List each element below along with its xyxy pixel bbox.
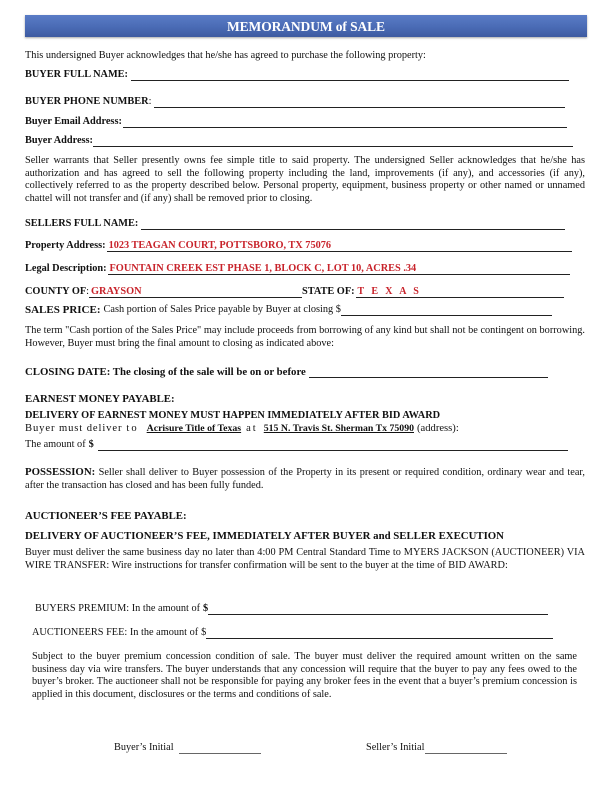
- county-field[interactable]: [89, 287, 302, 298]
- earnest-amount-label: The amount of: [25, 439, 86, 450]
- property-address-row: [25, 240, 572, 252]
- intro-text-content: This undersigned Buyer acknowledges that he/she has agreed to purchase the following property:: [25, 50, 426, 61]
- auctioneer-fee-subheading-text: DELIVERY OF AUCTIONEER’S FEE, IMMEDIATELY AFTER BUYER and SELLER EXECUTION: [25, 530, 504, 542]
- auctioneers-fee-label: AUCTIONEERS FEE: In the amount of: [32, 627, 199, 638]
- buyer-address-row: [25, 135, 573, 147]
- county-colon: :: [86, 286, 89, 297]
- buyers-premium-dollar: $: [203, 603, 209, 614]
- auctioneer-fee-paragraph: Buyer must deliver the same business day no later than 4:00 PM Central Standard Time to MYERS JACKSON (AUCTIONEER) VIA WIRE TRANSFER: Wire instructions for transfer confirmation will be sent to the buyer at the time of BID AWARD:: [25, 547, 585, 571]
- seller-initial-field[interactable]: [425, 743, 507, 754]
- title-company-address: 515 N. Travis St. Sherman Tx 75090: [263, 423, 414, 434]
- address-suffix: (address):: [417, 423, 459, 434]
- buyer-address-field[interactable]: [93, 136, 573, 147]
- sales-price-label: SALES PRICE:: [25, 304, 101, 316]
- earnest-amount-dollar: $: [88, 439, 94, 450]
- buyer-phone-colon: :: [148, 96, 152, 107]
- earnest-money-heading: [25, 393, 175, 405]
- earnest-money-subheading: [25, 410, 440, 422]
- state-field[interactable]: [356, 287, 564, 298]
- buyers-premium-label: BUYERS PREMIUM: In the amount of: [35, 603, 201, 614]
- auctioneer-fee-subheading: [25, 530, 504, 542]
- buyer-initial-row: [114, 742, 261, 754]
- possession-paragraph: [25, 466, 585, 492]
- earnest-money-delivery-row: [25, 423, 459, 435]
- buyer-phone-row: [25, 96, 565, 108]
- legal-description-row: [25, 263, 570, 275]
- state-value: T E X A S: [357, 286, 422, 297]
- concession-paragraph: Subject to the buyer premium concession condition of sale. The buyer must deliver the required amount written on the same business day via wire transfers. The buyer understands that any concession will require that the buyer to pay any fees owed to the buyer’s broker. The auctioneer shall not be responsible for paying any broker fees in the event that a buyer’s premium concession is applied in this document, disclosures or the terms and conditions of sale.: [32, 651, 577, 700]
- legal-description-value: FOUNTAIN CREEK EST PHASE 1, BLOCK C, LOT 10, ACRES .34: [109, 263, 417, 274]
- earnest-amount-row: [25, 439, 568, 451]
- deliver-at: at: [246, 423, 258, 434]
- auctioneer-fee-heading-text: AUCTIONEER’S FEE PAYABLE:: [25, 510, 187, 522]
- possession-text: Seller shall deliver to Buyer possession of the Property in its present or required condition, ordinary wear and tear, after the transaction has closed and has been fully funded.: [25, 467, 585, 491]
- property-address-field[interactable]: [107, 241, 572, 252]
- buyer-email-label: Buyer Email Address:: [25, 116, 122, 127]
- closing-date-label: CLOSING DATE: The closing of the sale will be on or before: [25, 366, 306, 378]
- buyer-phone-field[interactable]: [154, 97, 565, 108]
- buyer-full-name-row: [25, 69, 569, 81]
- sales-price-field[interactable]: [341, 305, 552, 316]
- county-label: COUNTY OF: [25, 286, 87, 297]
- seller-initial-label: Seller’s Initial: [366, 742, 425, 753]
- state-label: STATE OF:: [302, 286, 355, 297]
- auctioneers-fee-dollar: $: [201, 627, 207, 638]
- intro-text: [25, 50, 426, 62]
- buyer-email-row: [25, 116, 567, 128]
- buyer-email-field[interactable]: [123, 117, 567, 128]
- buyer-full-name-field[interactable]: [131, 70, 569, 81]
- document-title: MEMORANDUM of SALE: [25, 15, 587, 37]
- property-address-label: Property Address:: [25, 240, 106, 251]
- legal-description-label: Legal Description:: [25, 263, 107, 274]
- auctioneers-fee-field[interactable]: [206, 628, 553, 639]
- county-value: GRAYSON: [91, 286, 142, 297]
- seller-full-name-row: [25, 218, 565, 230]
- property-address-value: 1023 TEAGAN COURT, POTTSBORO, TX 75076: [108, 240, 332, 251]
- title-company: Acrisure Title of Texas: [146, 423, 242, 434]
- closing-date-field[interactable]: [309, 367, 548, 378]
- sales-price-text: Cash portion of Sales Price payable by Buyer at closing $: [103, 304, 341, 315]
- seller-warranty-paragraph: Seller warrants that Seller presently owns fee simple title to said property. The undersigned Seller acknowledges that he/she has authorization and has agreed to sell the following property including the land, improvements (if any), and accessories (if any), collectively referred to as the property described below. Personal property, equipment, business property or other named or unnamed chattel will not transfer and (if any) shall be removed prior to closing.: [25, 155, 585, 204]
- sales-price-note: The term "Cash portion of the Sales Price" may include proceeds from borrowing of any kind but shall not be contingent on borrowing. However, Buyer must bring the final amount to closing as indicated above:: [25, 325, 585, 349]
- buyers-premium-field[interactable]: [208, 604, 548, 615]
- buyers-premium-row: [35, 603, 548, 615]
- earnest-amount-field[interactable]: [98, 440, 568, 451]
- auctioneer-fee-heading: [25, 510, 187, 522]
- seller-initial-row: [366, 742, 507, 754]
- buyer-initial-field[interactable]: [179, 743, 261, 754]
- seller-full-name-field[interactable]: [141, 219, 565, 230]
- possession-label: POSSESSION:: [25, 466, 96, 478]
- buyer-full-name-label: BUYER FULL NAME:: [25, 69, 128, 80]
- buyer-address-label: Buyer Address:: [25, 135, 93, 146]
- county-state-row: [25, 286, 564, 298]
- legal-description-field[interactable]: [108, 264, 570, 275]
- closing-date-row: [25, 366, 548, 378]
- seller-full-name-label: SELLERS FULL NAME:: [25, 218, 139, 229]
- auctioneers-fee-row: [32, 627, 553, 639]
- earnest-money-subheading-text: DELIVERY OF EARNEST MONEY MUST HAPPEN IMMEDIATELY AFTER BID AWARD: [25, 410, 441, 421]
- sales-price-row: [25, 304, 552, 316]
- deliver-to: to: [126, 423, 139, 434]
- buyer-phone-label: BUYER PHONE NUMBER: [25, 96, 149, 107]
- deliver-prefix: Buyer must deliver: [25, 423, 123, 434]
- earnest-money-heading-text: EARNEST MONEY PAYABLE:: [25, 393, 175, 405]
- buyer-initial-label: Buyer’s Initial: [114, 742, 174, 753]
